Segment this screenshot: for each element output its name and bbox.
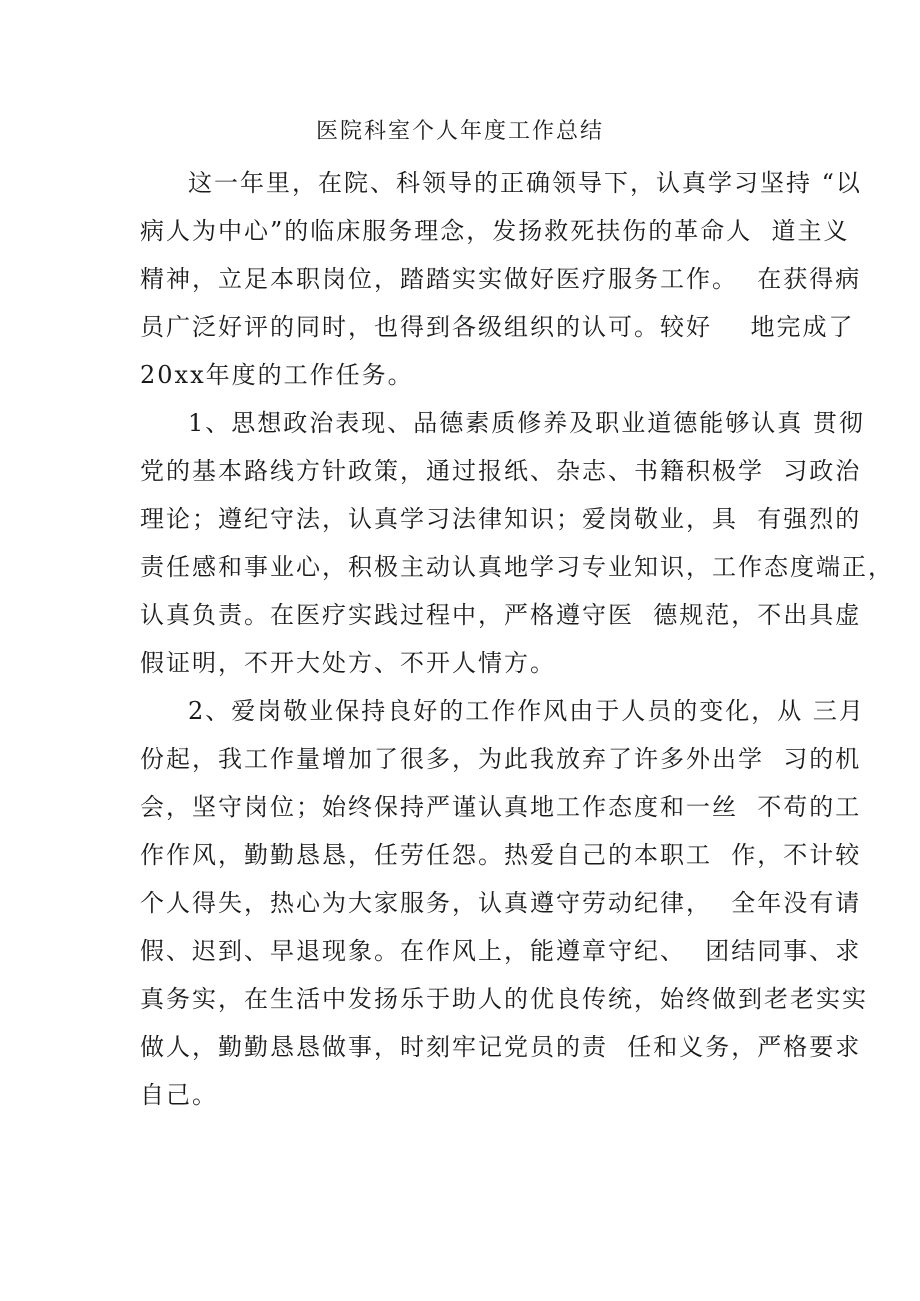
paragraph-2-line-4: 责任感和事业心，积极主动认真地学习专业知识，工作态度端正， <box>140 553 894 581</box>
paragraph-3-line-2: 份起，我工作量增加了很多，为此我放弃了许多外出学 习的机 <box>140 745 862 773</box>
paragraph-2-line-6: 假证明，不开大处方、不开人情方。 <box>140 649 556 677</box>
paragraph-3-line-8: 做人，勤勤恳恳做事，时刻牢记党员的责 任和义务，严格要求 <box>140 1033 862 1061</box>
paragraph-3-line-6: 假、迟到、早退现象。在作风上，能遵章守纪、 团结同事、求 <box>140 937 862 965</box>
paragraph-1-line-1: 这一年里，在院、科领导的正确领导下，认真学习坚持 “以 <box>188 169 862 197</box>
paragraph-3-line-3: 会，坚守岗位；始终保持严谨认真地工作态度和一丝 不苟的工 <box>140 793 862 821</box>
paragraph-2-line-1: 1、思想政治表现、品德素质修养及职业道德能够认真 贯彻 <box>188 409 865 437</box>
paragraph-2-line-3: 理论；遵纪守法，认真学习法律知识；爱岗敬业，具 有强烈的 <box>140 505 862 533</box>
paragraph-3-line-4: 作作风，勤勤恳恳，任劳任怨。热爱自己的本职工 作，不计较 <box>140 841 862 869</box>
paragraph-3-line-5: 个人得失，热心为大家服务，认真遵守劳动纪律， 全年没有请 <box>140 889 862 917</box>
paragraph-3-line-7: 真务实，在生活中发扬乐于助人的优良传统，始终做到老老实实 <box>140 985 868 1013</box>
paragraph-3-line-9: 自己。 <box>140 1081 218 1109</box>
paragraph-1-line-3: 精神，立足本职岗位，踏踏实实做好医疗服务工作。 在获得病 <box>140 265 862 293</box>
paragraph-2-line-2: 党的基本路线方针政策，通过报纸、杂志、书籍积极学 习政治 <box>140 457 862 485</box>
paragraph-1-line-4: 员广泛好评的同时，也得到各级组织的认可。较好 地完成了 <box>140 313 855 341</box>
paragraph-2-line-5: 认真负责。在医疗实践过程中，严格遵守医 德规范，不出具虚 <box>140 601 862 629</box>
document-title: 医院科室个人年度工作总结 <box>315 119 604 144</box>
paragraph-3-line-1: 2、爱岗敬业保持良好的工作作风由于人员的变化，从 三月 <box>188 697 865 725</box>
paragraph-1-line-2: 病人为中心”的临床服务理念，发扬救死扶伤的革命人 道主义 <box>140 217 850 245</box>
paragraph-1-line-5: 20xx年度的工作任务。 <box>140 361 414 389</box>
